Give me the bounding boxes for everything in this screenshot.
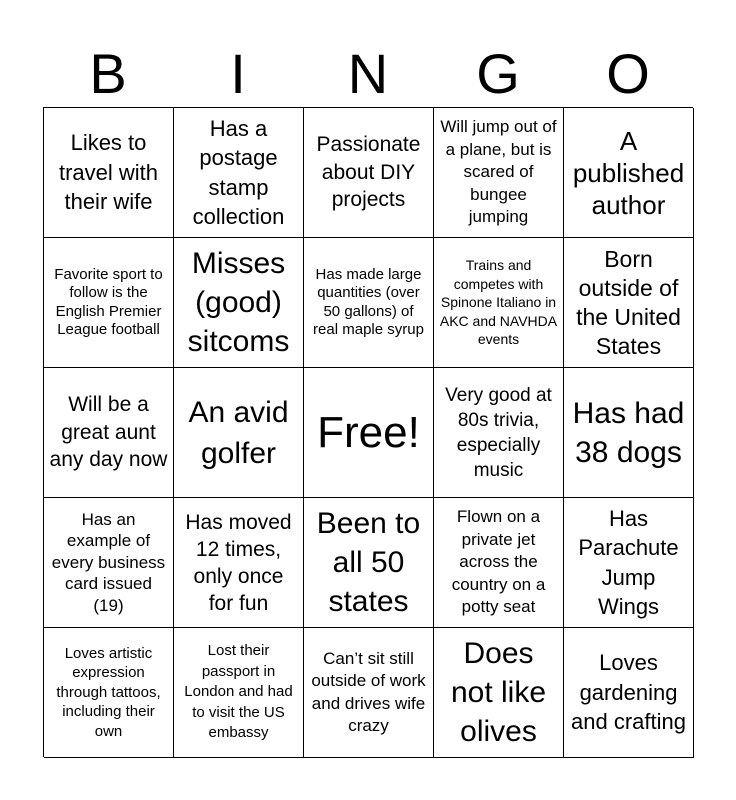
bingo-header — [43, 40, 693, 108]
bingo-cell-b1[interactable] — [44, 108, 174, 238]
bingo-cell-n5[interactable] — [304, 628, 434, 758]
cell-text: Free! — [317, 407, 420, 457]
bingo-cell-g5[interactable] — [434, 628, 564, 758]
cell-text: Has had 38 dogs — [572, 396, 685, 469]
cell-text: Been to all 50 states — [316, 507, 421, 618]
bingo-cell-n2[interactable] — [304, 238, 434, 368]
bingo-cell-o1[interactable] — [564, 108, 694, 238]
cell-text: Likes to travel with their wife — [58, 130, 159, 215]
cell-text: Flown on a private jet across the country on a potty seat — [451, 507, 546, 617]
bingo-cell-o2[interactable] — [564, 238, 694, 368]
cell-text: An avid golfer — [188, 395, 289, 470]
cell-text: Has a postage stamp collection — [192, 115, 285, 229]
header-letter-b: B — [89, 42, 127, 105]
bingo-cell-b2[interactable] — [44, 238, 174, 368]
bingo-cell-i3[interactable] — [174, 368, 304, 498]
header-letter-o: O — [606, 42, 650, 105]
cell-text: Loves gardening and crafting — [571, 650, 686, 735]
bingo-cell-i2[interactable] — [174, 238, 304, 368]
bingo-cell-n1[interactable] — [304, 108, 434, 238]
bingo-cell-i5[interactable] — [174, 628, 304, 758]
cell-text: Has made large quantities (over 50 gallons) of real maple syrup — [313, 265, 424, 338]
bingo-cell-o3[interactable] — [564, 368, 694, 498]
cell-text: Passionate about DIY projects — [316, 133, 421, 212]
cell-text: Can’t sit still outside of work and drives wife crazy — [311, 648, 426, 735]
bingo-cell-b5[interactable] — [44, 628, 174, 758]
cell-text: Very good at 80s trivia, especially music — [445, 384, 552, 481]
cell-text: Has an example of every business card issued (19) — [51, 509, 166, 615]
cell-text: Has Parachute Jump Wings — [578, 505, 679, 619]
cell-text: Will be a great aunt any day now — [49, 393, 168, 472]
header-letter-i: I — [230, 42, 246, 105]
cell-text: Loves artistic expression through tattoos, including their own — [56, 644, 161, 740]
bingo-cell-n4[interactable] — [304, 498, 434, 628]
bingo-cell-g2[interactable] — [434, 238, 564, 368]
bingo-cell-g4[interactable] — [434, 498, 564, 628]
bingo-cell-o5[interactable] — [564, 628, 694, 758]
bingo-cell-b4[interactable] — [44, 498, 174, 628]
cell-text: Lost their passport in London and had to visit the US embassy — [184, 642, 293, 742]
bingo-cell-i1[interactable] — [174, 108, 304, 238]
cell-text: Trains and competes with Spinone Italiano in AKC and NAVHDA events — [439, 257, 558, 348]
cell-text: Born outside of the United States — [576, 245, 681, 359]
bingo-cell-n3[interactable] — [304, 368, 434, 498]
bingo-cell-g3[interactable] — [434, 368, 564, 498]
cell-text: A published author — [572, 125, 685, 220]
header-letter-n: N — [347, 42, 389, 105]
cell-text: Misses (good) sitcoms — [187, 247, 290, 358]
bingo-board — [43, 107, 693, 757]
cell-text: Will jump out of a plane, but is scared of bungee jumping — [440, 117, 557, 227]
bingo-cell-b3[interactable] — [44, 368, 174, 498]
bingo-cell-i4[interactable] — [174, 498, 304, 628]
cell-text: Favorite sport to follow is the English Premier League football — [54, 265, 163, 338]
bingo-cell-g1[interactable] — [434, 108, 564, 238]
header-letter-g: G — [476, 42, 520, 105]
cell-text: Does not like olives — [450, 637, 547, 748]
cell-text: Has moved 12 times, only once for fun — [185, 510, 292, 615]
bingo-cell-o4[interactable] — [564, 498, 694, 628]
